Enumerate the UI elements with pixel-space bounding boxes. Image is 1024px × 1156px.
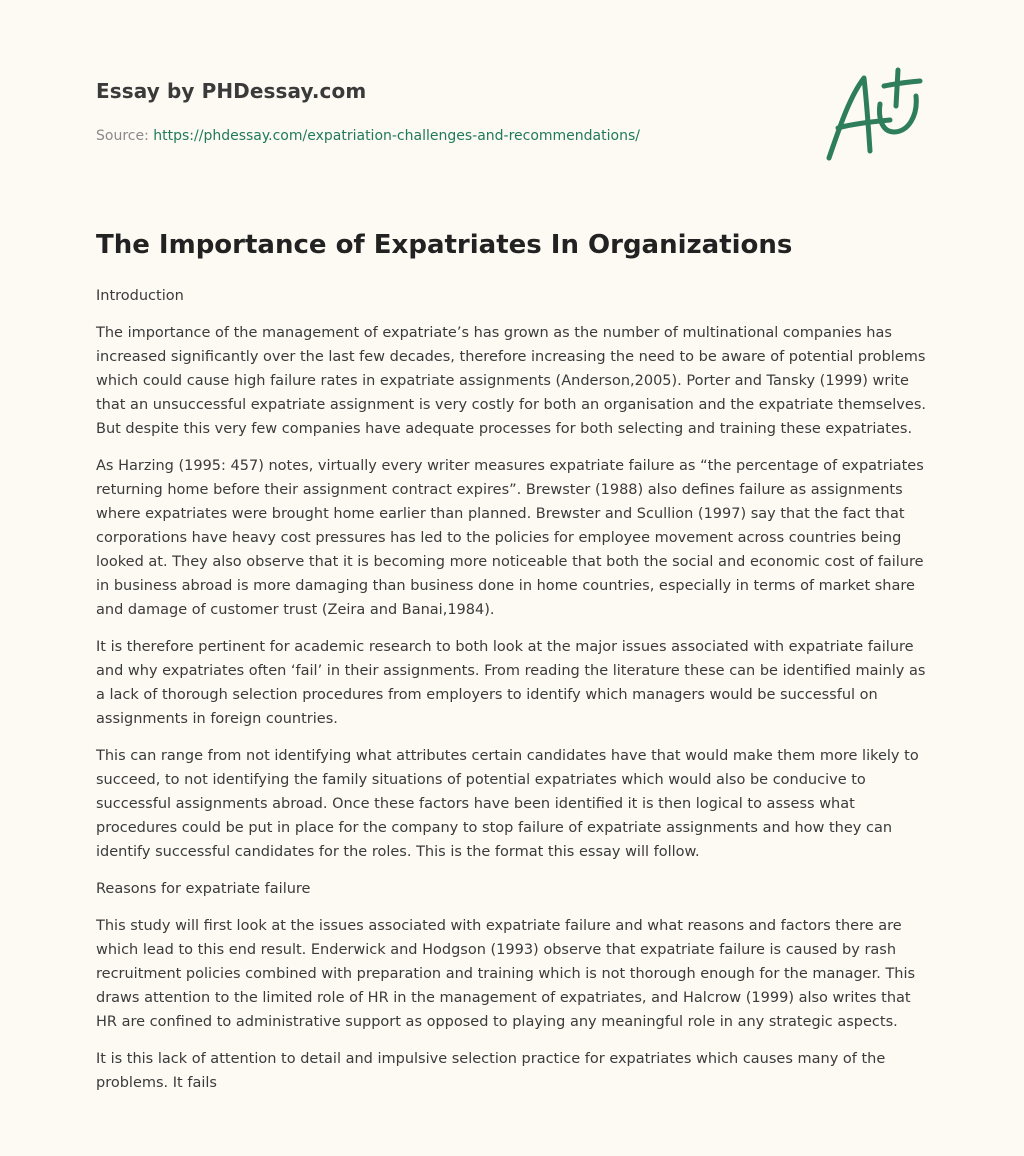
- source-link[interactable]: https://phdessay.com/expatriation-challenges-and-recommendations/: [153, 128, 640, 144]
- paragraph: This can range from not identifying what attributes certain candidates have that would make them more likely to succeed, to not identifying the family situations of potential expatriates which would also be conducive to successful assignments abroad. Once these factors have been identified it is then logical to assess what procedures could be put in place for the company to stop failure of expatriate assignments and how they can identify successful candidates for the roles. This is the format this essay will follow.: [96, 748, 919, 860]
- paragraph: It is this lack of attention to detail and impulsive selection practice for expatriates which causes many of the problems. It fails: [96, 1051, 886, 1091]
- site-brand: Essay by PHDessay.com: [96, 79, 367, 103]
- article: [96, 228, 932, 1108]
- paragraph: Introduction: [96, 288, 184, 304]
- paragraph: It is therefore pertinent for academic research to both look at the major issues associated with expatriate failure and why expatriates often ‘fail’ in their assignments. From reading the literature these can be identified mainly as a lack of thorough selection procedures from employers to identify which managers would be successful on assignments in foreign countries.: [96, 639, 926, 727]
- article-title: The Importance of Expatriates In Organizations: [96, 230, 793, 260]
- section-heading: Reasons for expatriate failure: [96, 881, 311, 897]
- source-label: Source:: [96, 128, 154, 144]
- paragraph: The importance of the management of expatriate’s has grown as the number of multinational companies has increased significantly over the last few decades, therefore increasing the need to be aware of potential problems which could cause high failure rates in expatriate assignments (Anderson,2005). Porter and Tansky (1999) write that an unsuccessful expatriate assignment is very costly for both an organisation and the expatriate themselves. But despite this very few companies have adequate processes for both selecting and training these expatriates.: [96, 325, 926, 437]
- paragraph: As Harzing (1995: 457) notes, virtually every writer measures expatriate failure as “the percentage of expatriates returning home before their assignment contract expires”. Brewster (1988) also defines failure as assignments where expatriates were brought home earlier than planned. Brewster and Scullion (1997) say that the fact that corporations have heavy cost pressures has led to the policies for employee movement across countries being looked at. They also observe that it is becoming more noticeable that both the social and economic cost of failure in business abroad is more damaging than business done in home countries, especially in terms of market share and damage of customer trust (Zeira and Banai,1984).: [96, 458, 924, 618]
- page-header: [96, 78, 796, 146]
- source-line: [96, 126, 796, 146]
- paragraph: This study will first look at the issues associated with expatriate failure and what reasons and factors there are which lead to this end result. Enderwick and Hodgson (1993) observe that expatriate failure is caused by rash recruitment policies combined with preparation and training which is not thorough enough for the manager. This draws attention to the limited role of HR in the management of expatriates, and Halcrow (1999) also writes that HR are confined to administrative support as opposed to playing any meaningful role in any strategic aspects.: [96, 918, 916, 1030]
- a-plus-icon: [820, 66, 930, 166]
